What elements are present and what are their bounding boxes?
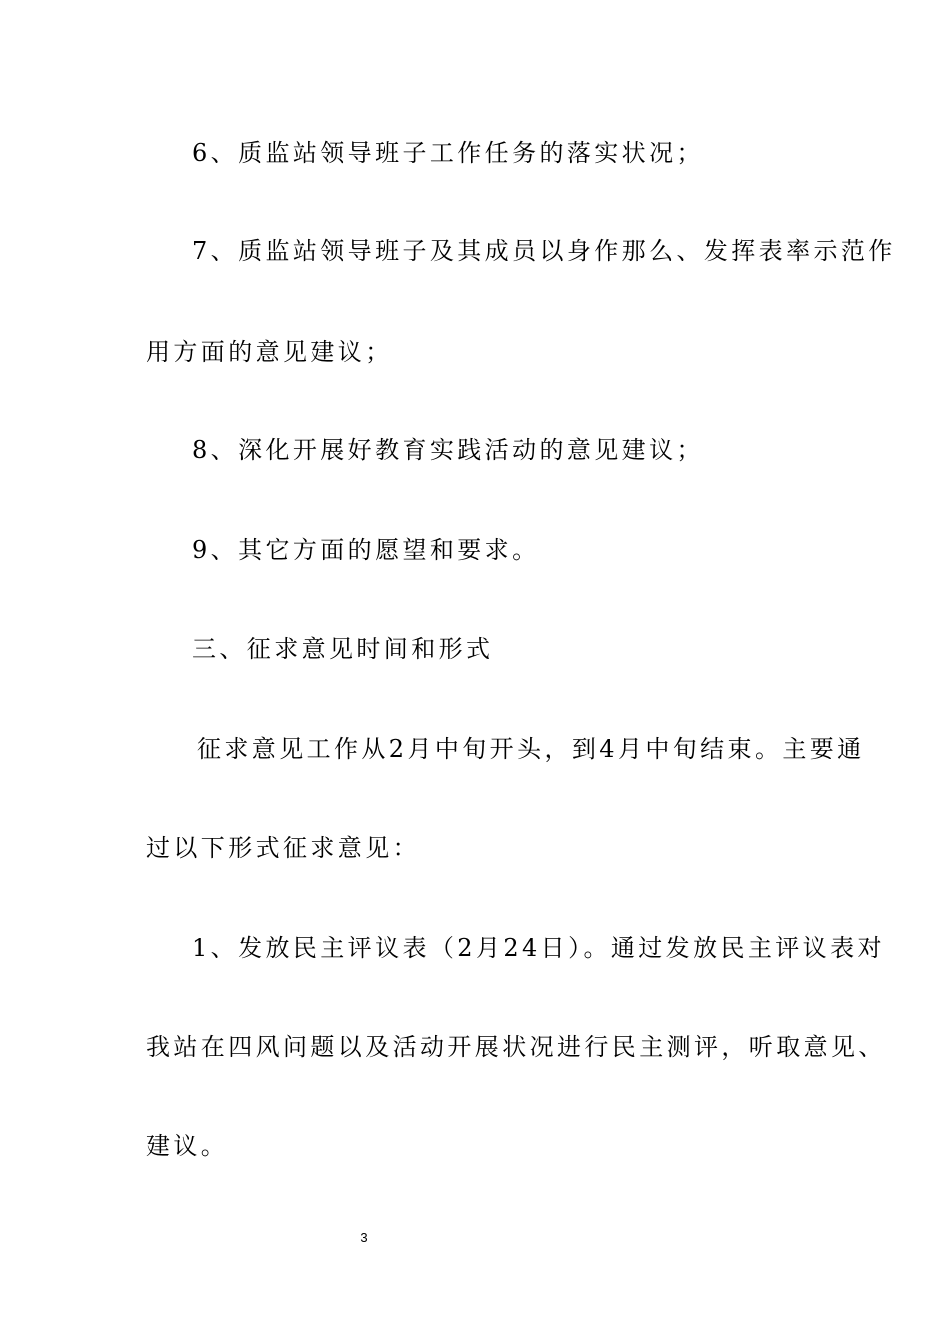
method-item-1-line-1: 1、发放民主评议表（2月24日）。通过发放民主评议表对 [192, 934, 885, 962]
page-number: 3 [360, 1230, 368, 1245]
list-item-6: 6、质监站领导班子工作任务的落实状况； [192, 139, 704, 167]
list-item-7-line-1: 7、质监站领导班子及其成员以身作那么、发挥表率示范作 [192, 237, 896, 265]
paragraph-line-1: 征求意见工作从2月中旬开头，到4月中旬结束。主要通 [197, 735, 865, 763]
section-heading-3: 三、征求意见时间和形式 [192, 635, 494, 663]
method-item-1-line-2: 我站在四风问题以及活动开展状况进行民主测评，听取意见、 [146, 1033, 886, 1061]
list-item-8: 8、深化开展好教育实践活动的意见建议； [192, 436, 704, 464]
list-item-7-line-2: 用方面的意见建议； [146, 338, 393, 366]
method-item-1-line-3: 建议。 [146, 1132, 229, 1160]
list-item-9: 9、其它方面的愿望和要求。 [192, 536, 540, 564]
paragraph-line-2: 过以下形式征求意见： [146, 834, 420, 862]
